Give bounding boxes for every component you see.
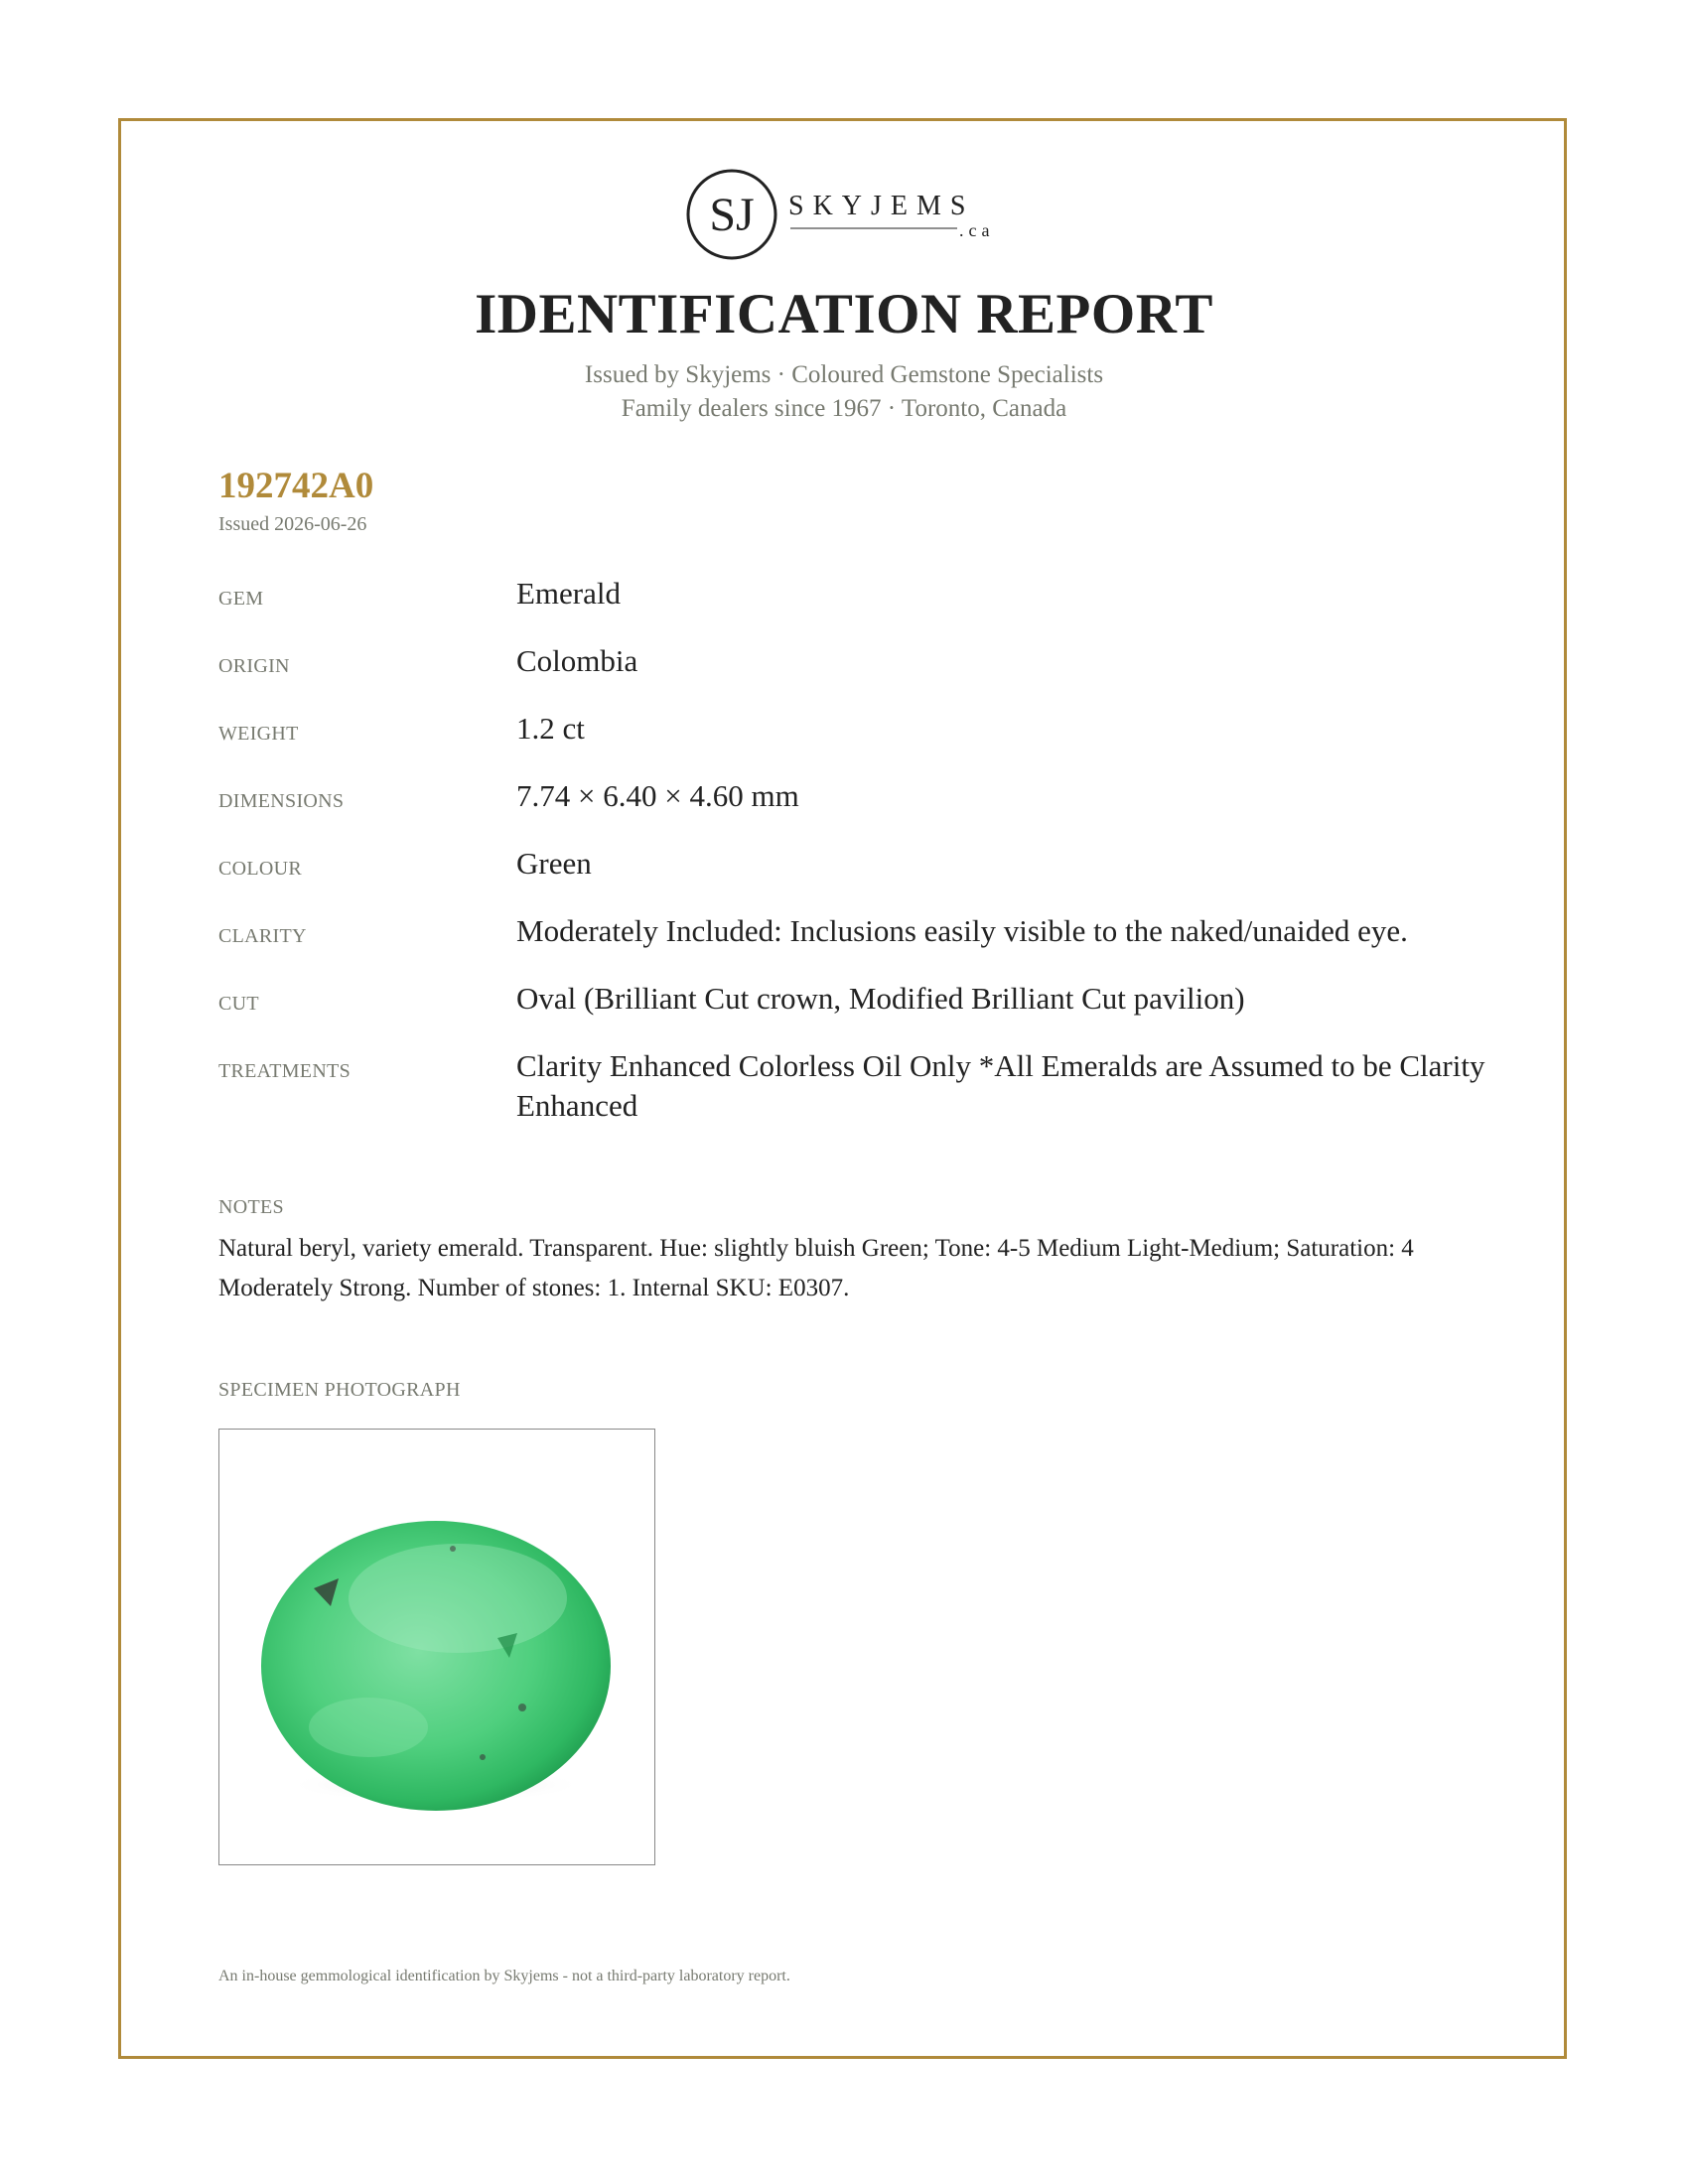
field-label: TREATMENTS: [218, 1060, 351, 1082]
field-value: Colombia: [516, 643, 638, 678]
field-label: GEM: [218, 588, 264, 610]
field-label: COLOUR: [218, 858, 303, 880]
subtitle-issuer: Issued by Skyjems · Coloured Gemstone Specialists: [584, 361, 1104, 388]
specimen-photo: [218, 1429, 655, 1865]
brand-name: SKYJEMS: [788, 191, 975, 221]
report-number: 192742A0: [218, 466, 374, 506]
photo-heading: SPECIMEN PHOTOGRAPH: [218, 1379, 461, 1401]
field-label: DIMENSIONS: [218, 790, 345, 812]
brand-logo: [685, 167, 1013, 262]
field-value: Clarity Enhanced Colorless Oil Only *All Emeralds are Assumed to be Clarity Enhanced: [516, 1048, 1485, 1123]
field-label: CLARITY: [218, 925, 307, 947]
issued-date: Issued 2026-06-26: [218, 513, 367, 535]
field-value: Green: [516, 846, 592, 881]
subtitle-location: Family dealers since 1967 · Toronto, Canada: [621, 395, 1067, 422]
brand-suffix: .ca: [959, 220, 995, 240]
notes-text: Natural beryl, variety emerald. Transparent. Hue: slightly bluish Green; Tone: 4-5 Medium Light-Medium; Saturation: 4 Moderately Strong. Number of stones: 1. Internal SKU: E0307.: [218, 1235, 1414, 1301]
footer-disclaimer: An in-house gemmological identification by Skyjems - not a third-party laboratory report.: [218, 1968, 790, 1984]
field-value: 1.2 ct: [516, 711, 585, 746]
field-value: Oval (Brilliant Cut crown, Modified Brilliant Cut pavilion): [516, 981, 1245, 1016]
field-label: CUT: [218, 993, 259, 1015]
field-label: ORIGIN: [218, 655, 290, 677]
brand-monogram: SJ: [709, 189, 755, 241]
field-label: WEIGHT: [218, 723, 299, 745]
emerald-gemstone-image: [219, 1430, 653, 1863]
field-value: Moderately Included: Inclusions easily visible to the naked/unaided eye.: [516, 913, 1408, 948]
notes-heading: NOTES: [218, 1196, 284, 1218]
page-title: IDENTIFICATION REPORT: [475, 283, 1213, 345]
field-value: Emerald: [516, 576, 622, 611]
field-value: 7.74 × 6.40 × 4.60 mm: [516, 778, 799, 813]
